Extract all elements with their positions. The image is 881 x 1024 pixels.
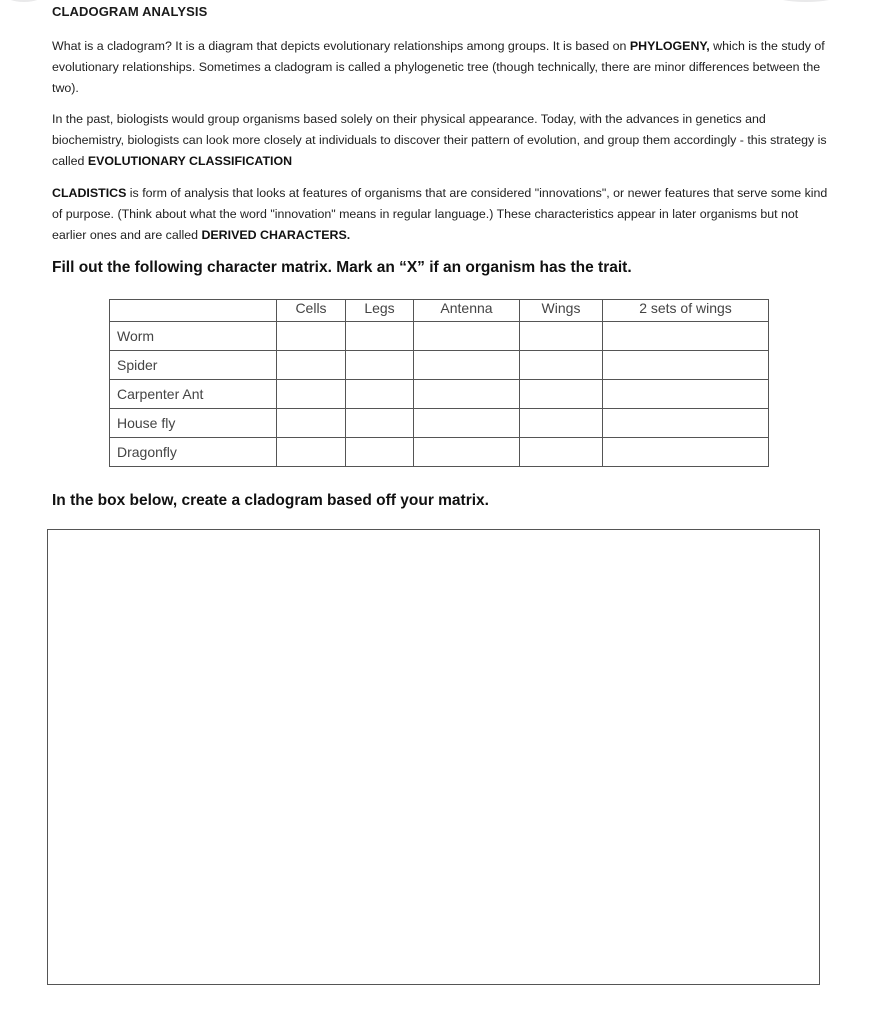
trait-cell[interactable] bbox=[277, 351, 346, 380]
organism-label: Spider bbox=[110, 351, 277, 380]
term-phylogeny: PHYLOGENY, bbox=[629, 39, 710, 53]
trait-cell[interactable] bbox=[346, 438, 414, 467]
matrix-row-worm bbox=[110, 322, 769, 351]
trait-cell[interactable] bbox=[346, 380, 414, 409]
trait-cell[interactable] bbox=[346, 351, 414, 380]
matrix-row-carpenter-ant bbox=[110, 380, 769, 409]
trait-cell[interactable] bbox=[414, 351, 520, 380]
organism-label: Dragonfly bbox=[110, 438, 277, 467]
organism-label: House fly bbox=[110, 409, 277, 438]
matrix-row-house-fly bbox=[110, 409, 769, 438]
term-derived-characters: DERIVED CHARACTERS. bbox=[201, 228, 351, 242]
trait-cell[interactable] bbox=[277, 438, 346, 467]
trait-cell[interactable] bbox=[520, 322, 603, 351]
trait-cell[interactable] bbox=[346, 322, 414, 351]
trait-cell[interactable] bbox=[414, 322, 520, 351]
character-matrix bbox=[109, 299, 769, 467]
term-evolutionary-classification: EVOLUTIONARY CLASSIFICATION bbox=[87, 154, 293, 168]
trait-cell[interactable] bbox=[520, 351, 603, 380]
column-header-cells: Cells bbox=[277, 300, 346, 322]
trait-cell[interactable] bbox=[603, 351, 769, 380]
trait-cell[interactable] bbox=[414, 409, 520, 438]
trait-cell[interactable] bbox=[277, 322, 346, 351]
matrix-instruction: Fill out the following character matrix. Mark an “X” if an organism has the trait. bbox=[52, 259, 632, 276]
trait-cell[interactable] bbox=[520, 409, 603, 438]
trait-cell[interactable] bbox=[603, 322, 769, 351]
trait-cell[interactable] bbox=[277, 380, 346, 409]
organism-label: Carpenter Ant bbox=[110, 380, 277, 409]
trait-cell[interactable] bbox=[414, 438, 520, 467]
trait-cell[interactable] bbox=[603, 380, 769, 409]
trait-cell[interactable] bbox=[603, 409, 769, 438]
page-title: CLADOGRAM ANALYSIS bbox=[52, 4, 208, 19]
scan-edge-shadow bbox=[771, 0, 841, 2]
scan-edge-shadow bbox=[4, 0, 44, 2]
matrix-row-spider bbox=[110, 351, 769, 380]
trait-cell[interactable] bbox=[603, 438, 769, 467]
column-header-antenna: Antenna bbox=[414, 300, 520, 322]
cladogram-drawing-box[interactable] bbox=[47, 529, 820, 985]
column-header-2-sets-of-wings: 2 sets of wings bbox=[603, 300, 769, 322]
trait-cell[interactable] bbox=[277, 409, 346, 438]
column-header-legs: Legs bbox=[346, 300, 414, 322]
matrix-header-row bbox=[110, 300, 769, 322]
paragraph-cladogram-definition: What is a cladogram? It is a diagram that depicts evolutionary relationships among groups. It is based on PHYLOGENY, which is the study of evolutionary relationships. Sometimes a cladogram is called a phylogenetic tree (though technically, there are minor differences between the two). bbox=[52, 39, 825, 95]
matrix-corner-cell bbox=[110, 300, 277, 322]
paragraph-cladistics: CLADISTICS is form of analysis that looks at features of organisms that are considered "innovations", or newer features that serve some kind of purpose. (Think about what the word "innovation" means in regular language.) These characteristics appear in later organisms but not earlier ones and are called DERIVED CHARACTERS. bbox=[52, 186, 828, 242]
trait-cell[interactable] bbox=[520, 438, 603, 467]
trait-cell[interactable] bbox=[520, 380, 603, 409]
organism-label: Worm bbox=[110, 322, 277, 351]
term-cladistics: CLADISTICS bbox=[52, 186, 127, 200]
column-header-wings: Wings bbox=[520, 300, 603, 322]
matrix-row-dragonfly bbox=[110, 438, 769, 467]
cladogram-instruction: In the box below, create a cladogram based off your matrix. bbox=[52, 492, 489, 509]
trait-cell[interactable] bbox=[414, 380, 520, 409]
trait-cell[interactable] bbox=[346, 409, 414, 438]
paragraph-evolutionary-classification: In the past, biologists would group organisms based solely on their physical appearance. Today, with the advances in genetics and biochemistry, biologists can look more closely at individuals to discover their pattern of evolution, and group them accordingly - this strategy is called EVOLUTIONARY CLASSIFICATION bbox=[52, 112, 827, 168]
